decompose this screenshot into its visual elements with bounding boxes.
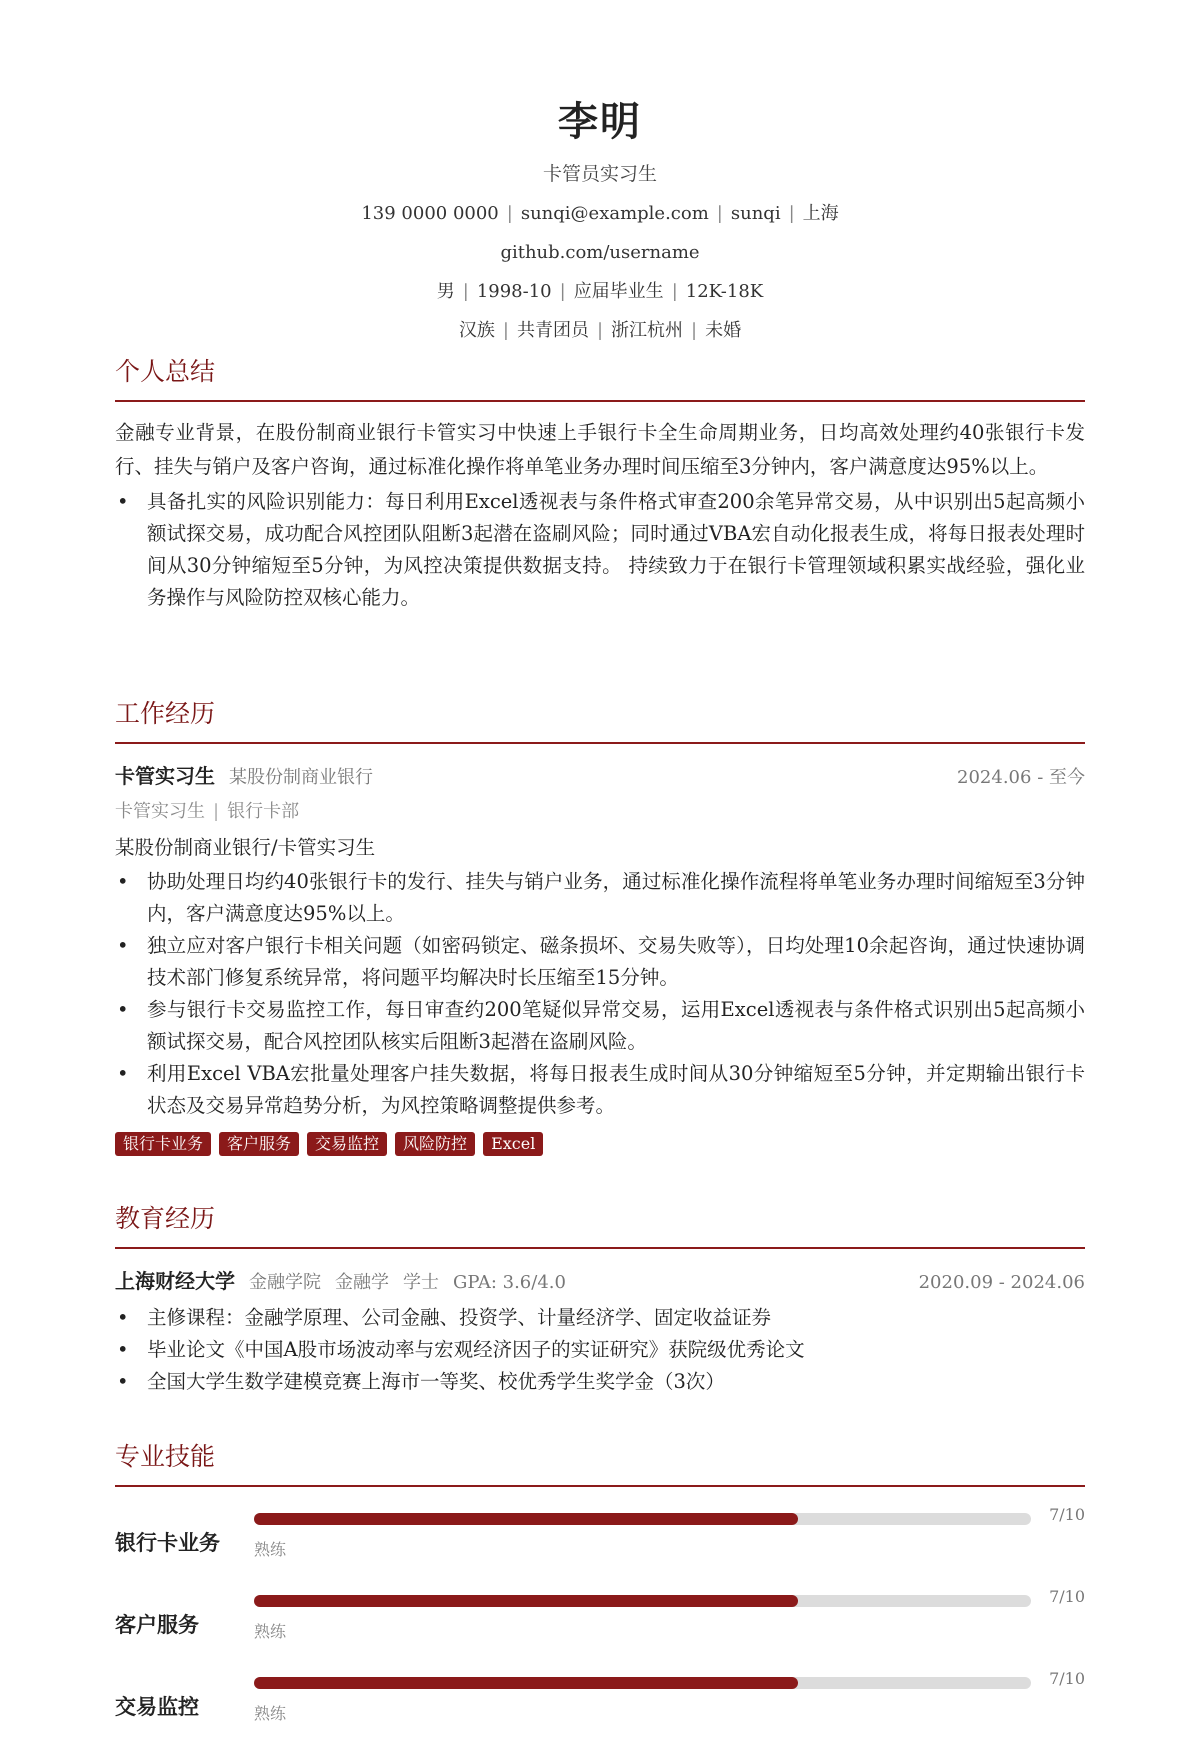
background-line: [0, 318, 1200, 344]
wechat: sunqi: [730, 203, 781, 224]
education-bullet: • 毕业论文《中国A股市场波动率与宏观经济因子的实证研究》获院级优秀论文: [147, 1334, 1085, 1366]
skill-tag: 交易监控: [307, 1132, 387, 1156]
hometown: 浙江杭州: [611, 320, 684, 341]
school-college: 金融学院: [249, 1272, 321, 1293]
city: 上海: [802, 203, 839, 224]
candidate-name: 李明: [558, 98, 642, 145]
skill-progress-fill: [254, 1595, 798, 1607]
gender: 男: [436, 281, 455, 302]
separator: |: [462, 281, 469, 302]
section-title-skills: 专业技能: [115, 1442, 216, 1471]
skill-row: [115, 1587, 1085, 1669]
separator: |: [788, 203, 795, 224]
skill-level: 熟练: [254, 1704, 287, 1723]
skill-tag: Excel: [483, 1132, 543, 1156]
job-bullet: • 参与银行卡交易监控工作，每日审查约200笔疑似异常交易，运用Excel透视表与条件格式识别出5起高频小额试探交易，配合风控团队核实后阻断3起潜在盗刷风险。: [147, 994, 1085, 1058]
education-bullets: [115, 1302, 1085, 1398]
skill-progress-fill: [254, 1513, 798, 1525]
job-meta: [115, 799, 1085, 825]
section-divider: [115, 742, 1085, 744]
job-title: 卡管实习生: [115, 764, 215, 788]
school-degree: 学士: [403, 1272, 439, 1293]
job-date: 2024.06 - 至今: [957, 767, 1085, 788]
education-date: 2020.09 - 2024.06: [918, 1272, 1085, 1293]
school-gpa: GPA: 3.6/4.0: [453, 1272, 566, 1293]
personal-line: [0, 279, 1200, 305]
education-header: [115, 1265, 1085, 1294]
separator: |: [716, 203, 723, 224]
skill-score: 7/10: [1049, 1505, 1085, 1524]
skill-score: 7/10: [1049, 1587, 1085, 1606]
section-title-work: 工作经历: [115, 699, 216, 728]
section-title-summary: 个人总结: [115, 357, 216, 386]
skill-tag: 客户服务: [219, 1132, 299, 1156]
skill-progress-track: [254, 1677, 1031, 1689]
skill-name: 客户服务: [115, 1612, 199, 1637]
summary-section: [115, 355, 1085, 614]
job-title-group: [115, 760, 373, 789]
skill-list: [115, 1505, 1085, 1751]
skill-tag: 风险防控: [395, 1132, 475, 1156]
school-major: 金融学: [335, 1272, 389, 1293]
school-name: 上海财经大学: [115, 1269, 235, 1293]
education-section: [115, 1202, 1085, 1398]
phone: 139 0000 0000: [361, 203, 499, 224]
political-status: 共青团员: [516, 320, 589, 341]
summary-bullets: [115, 486, 1085, 614]
job-subtitle: 某股份制商业银行/卡管实习生: [115, 836, 376, 859]
website-link[interactable]: github.com/username: [500, 242, 700, 263]
summary-paragraph: 金融专业背景，在股份制商业银行卡管实习中快速上手银行卡全生命周期业务，日均高效处理约40张银行卡发行、挂失与销户及客户咨询，通过标准化操作将单笔业务办理时间压缩至3分钟内，客户满意度达95%以上。: [115, 421, 1085, 478]
skill-level: 熟练: [254, 1540, 287, 1559]
job-role: 卡管实习生: [115, 801, 205, 822]
job-bullet: • 协助处理日均约40张银行卡的发行、挂失与销户业务，通过标准化操作流程将单笔业务办理时间缩短至3分钟内，客户满意度达95%以上。: [147, 866, 1085, 930]
job-department: 银行卡部: [227, 801, 300, 822]
section-title-education: 教育经历: [115, 1204, 216, 1233]
separator: |: [506, 203, 513, 224]
skill-score: 7/10: [1049, 1669, 1085, 1688]
ethnicity: 汉族: [458, 320, 495, 341]
company-name: 某股份制商业银行: [229, 767, 373, 788]
email: sunqi@example.com: [520, 203, 709, 224]
skill-tags: [115, 1132, 1085, 1156]
skill-row: [115, 1505, 1085, 1587]
skill-name: 交易监控: [115, 1694, 199, 1719]
website-line: [0, 240, 1200, 266]
job-bullet: • 利用Excel VBA宏批量处理客户挂失数据，将每日报表生成时间从30分钟缩短至5分钟，并定期输出银行卡状态及交易异常趋势分析，为风控策略调整提供参考。: [147, 1058, 1085, 1122]
skill-tag: 银行卡业务: [115, 1132, 211, 1156]
job-bullet: • 独立应对客户银行卡相关问题（如密码锁定、磁条损坏、交易失败等），日均处理10余起咨询，通过快速协调技术部门修复系统异常，将问题平均解决时长压缩至15分钟。: [147, 930, 1085, 994]
skill-level: 熟练: [254, 1622, 287, 1641]
separator: |: [671, 281, 678, 302]
separator: |: [213, 801, 220, 822]
skill-progress-track: [254, 1513, 1031, 1525]
work-section: [115, 697, 1085, 1156]
skills-section: [115, 1440, 1085, 1751]
separator: |: [502, 320, 509, 341]
education-bullet: • 主修课程：金融学原理、公司金融、投资学、计量经济学、固定收益证券: [147, 1302, 1085, 1334]
job-bullets: [115, 866, 1085, 1122]
resume-header: [0, 0, 1200, 344]
separator: |: [691, 320, 698, 341]
skill-name: 银行卡业务: [115, 1530, 220, 1555]
job-header: [115, 760, 1085, 789]
graduate-status: 应届毕业生: [573, 281, 664, 302]
section-divider: [115, 1247, 1085, 1249]
separator: |: [559, 281, 566, 302]
summary-bullet: • 具备扎实的风险识别能力：每日利用Excel透视表与条件格式审查200余笔异常交易，从中识别出5起高频小额试探交易，成功配合风控团队阻断3起潜在盗刷风险；同时通过VBA宏自动化报表生成，将每日报表处理时间从30分钟缩短至5分钟，为风控决策提供数据支持。 持续致力于在银行卡管理领域积累实战经验，强化业务操作与风险防控双核心能力。: [147, 486, 1085, 614]
education-bullet: • 全国大学生数学建模竞赛上海市一等奖、校优秀学生奖学金（3次）: [147, 1366, 1085, 1398]
birth-date: 1998-10: [476, 281, 552, 302]
expected-salary: 12K-18K: [685, 281, 764, 302]
school-group: [115, 1265, 566, 1294]
skill-progress-fill: [254, 1677, 798, 1689]
job-target: 卡管员实习生: [542, 163, 657, 185]
separator: |: [596, 320, 604, 341]
section-divider: [115, 1485, 1085, 1487]
marital-status: 未婚: [705, 320, 742, 341]
contact-line: [0, 201, 1200, 227]
skill-row: [115, 1669, 1085, 1751]
section-divider: [115, 400, 1085, 402]
skill-progress-track: [254, 1595, 1031, 1607]
